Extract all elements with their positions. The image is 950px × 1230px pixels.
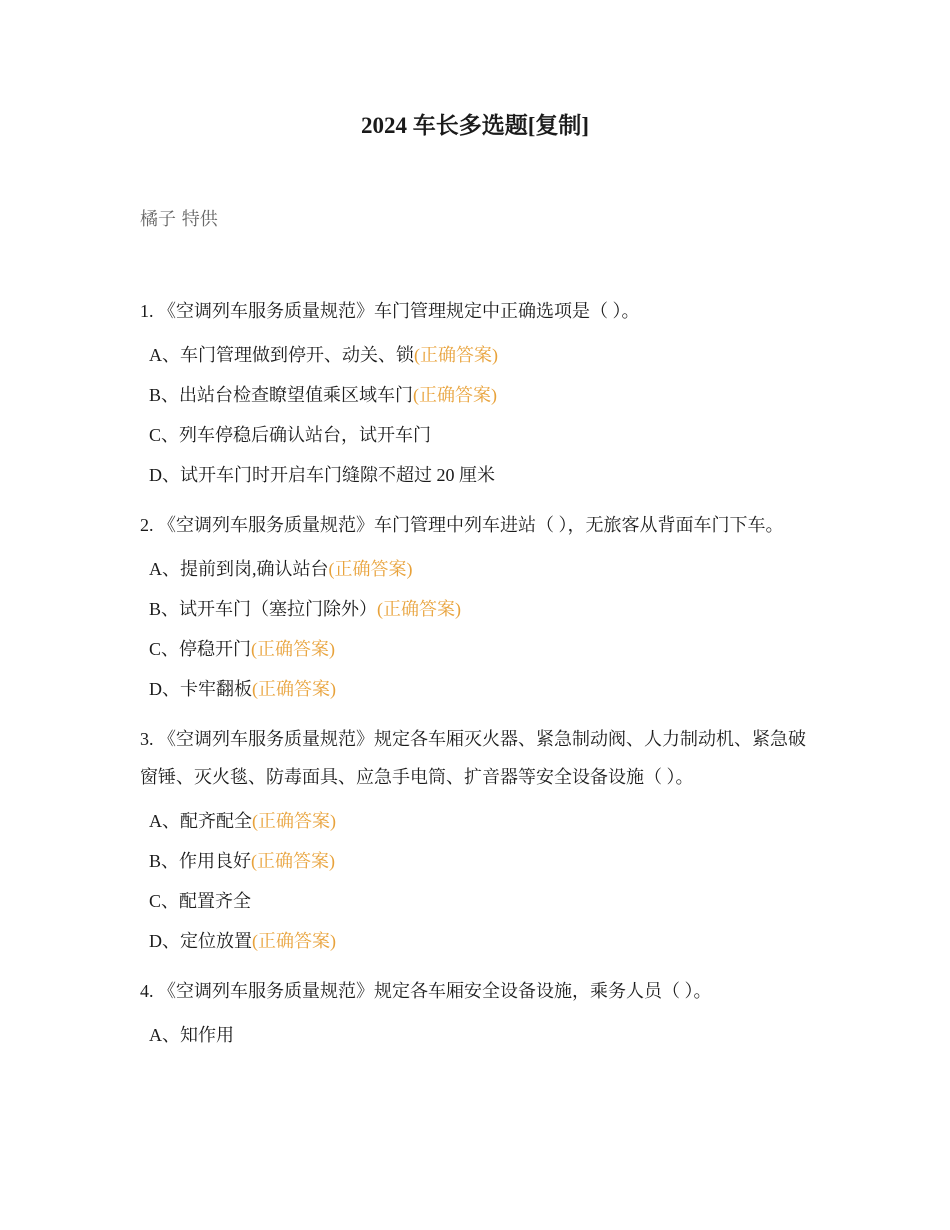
question-list [140, 292, 820, 1055]
answer-option [140, 881, 820, 921]
answer-option [140, 669, 820, 709]
option-text: A、提前到岗,确认站台 [149, 559, 329, 579]
option-text: B、试开车门（塞拉门除外） [149, 599, 378, 619]
correct-answer-mark: (正确答案) [377, 599, 462, 619]
correct-answer-mark: (正确答案) [252, 811, 336, 831]
question-spacer [140, 961, 820, 972]
answer-option [140, 375, 820, 415]
option-list [140, 549, 820, 709]
option-text: B、出站台检查瞭望值乘区域车门 [149, 385, 414, 405]
question-1 [140, 292, 820, 506]
answer-option [140, 921, 820, 961]
answer-option [140, 335, 820, 375]
answer-option [140, 841, 820, 881]
option-text: D、试开车门时开启车门缝隙不超过 20 厘米 [149, 465, 495, 485]
option-list [140, 801, 820, 961]
option-text: D、定位放置 [149, 931, 252, 951]
option-list [140, 335, 820, 495]
answer-option [140, 629, 820, 669]
option-text: A、知作用 [149, 1025, 234, 1045]
question-spacer [140, 495, 820, 506]
answer-option [140, 1015, 820, 1055]
question-stem: 3. 《空调列车服务质量规范》规定各车厢灭火器、紧急制动阀、人力制动机、紧急破窗锤、灭火毯、防毒面具、应急手电筒、扩音器等安全设备设施（ ）。 [140, 729, 806, 787]
correct-answer-mark: (正确答案) [252, 931, 336, 951]
answer-option [140, 589, 820, 629]
option-text: C、停稳开门 [149, 639, 252, 659]
option-text: A、车门管理做到停开、动关、锁 [149, 345, 414, 365]
question-spacer [140, 709, 820, 720]
document-subtitle: 橘子 特供 [140, 209, 218, 230]
question-stem: 1. 《空调列车服务质量规范》车门管理规定中正确选项是（ ）。 [140, 301, 640, 321]
question-stem: 2. 《空调列车服务质量规范》车门管理中列车进站（ ），无旅客从背面车门下车。 [140, 515, 784, 535]
answer-option [140, 455, 820, 495]
question-3 [140, 720, 820, 972]
answer-option [140, 549, 820, 589]
question-stem: 4. 《空调列车服务质量规范》规定各车厢安全设备设施，乘务人员（ ）。 [140, 981, 712, 1001]
option-text: A、配齐配全 [149, 811, 252, 831]
option-list [140, 1015, 820, 1055]
correct-answer-mark: (正确答案) [328, 559, 413, 579]
option-text: B、作用良好 [149, 851, 252, 871]
answer-option [140, 415, 820, 455]
correct-answer-mark: (正确答案) [251, 639, 336, 659]
document-title: 2024 车长多选题[复制] [360, 113, 590, 138]
correct-answer-mark: (正确答案) [251, 851, 336, 871]
correct-answer-mark: (正确答案) [252, 679, 336, 699]
option-text: C、列车停稳后确认站台，试开车门 [149, 425, 432, 445]
option-text: D、卡牢翻板 [149, 679, 252, 699]
question-2 [140, 506, 820, 720]
option-text: C、配置齐全 [149, 891, 252, 911]
question-4 [140, 972, 820, 1055]
answer-option [140, 801, 820, 841]
correct-answer-mark: (正确答案) [414, 345, 498, 365]
correct-answer-mark: (正确答案) [413, 385, 498, 405]
